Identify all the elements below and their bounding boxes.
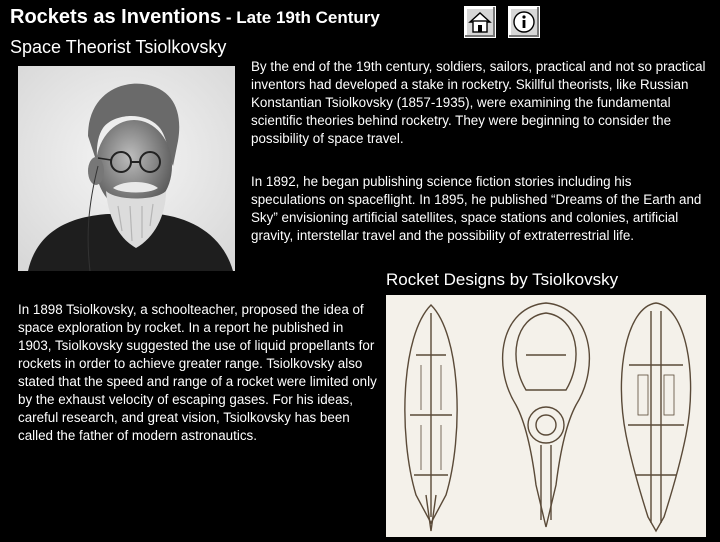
rocket-designs-illustration	[386, 295, 706, 537]
info-button[interactable]	[508, 6, 540, 38]
fiction-paragraph: In 1892, he began publishing science fiction stories including his speculations on spaceflight. In 1895, he published “Dreams of the Earth and Sky” envisioning artificial satellites, space stations and colonies, artificial gravity, interstellar travel and the possibility of extraterrestrial life.	[251, 174, 702, 243]
title-main: Rockets as Inventions	[10, 6, 222, 28]
info-icon	[509, 7, 539, 37]
rocket-sketch-3	[621, 303, 690, 531]
rocket-designs-heading: Rocket Designs by Tsiolkovsky	[386, 270, 619, 289]
slide-subtitle: Space Theorist Tsiolkovsky	[10, 37, 227, 57]
rocket-sketch-2	[503, 303, 590, 527]
title-suffix: - Late 19th Century	[221, 8, 380, 27]
astronautics-paragraph: In 1898 Tsiolkovsky, a schoolteacher, proposed the idea of space exploration by rocket. In a report he published in 1903, Tsiolkovsky suggested the use of liquid propellants for rockets in order to achieve greater range. Tsiolkovsky also stated that the speed and range of a rocket were limited only by the exhaust velocity of escaping gases. For his ideas, careful research, and great vision, Tsiolkovsky has been called the father of modern astronautics.	[18, 302, 377, 443]
intro-paragraph: By the end of the 19th century, soldiers, sailors, practical and not so practical inventors had developed a stake in rocketry. Skillful theorists, like Russian Konstantian Tsiolkovsky (1857-1935), were examining the fundamental scientific theories behind rocketry. They were beginning to consider the possibility of space travel.	[251, 59, 706, 146]
slide-title	[10, 6, 380, 29]
home-button[interactable]	[464, 6, 496, 38]
rocket-sketch-1	[405, 305, 457, 531]
home-icon	[465, 7, 495, 37]
tsiolkovsky-portrait	[18, 66, 235, 271]
